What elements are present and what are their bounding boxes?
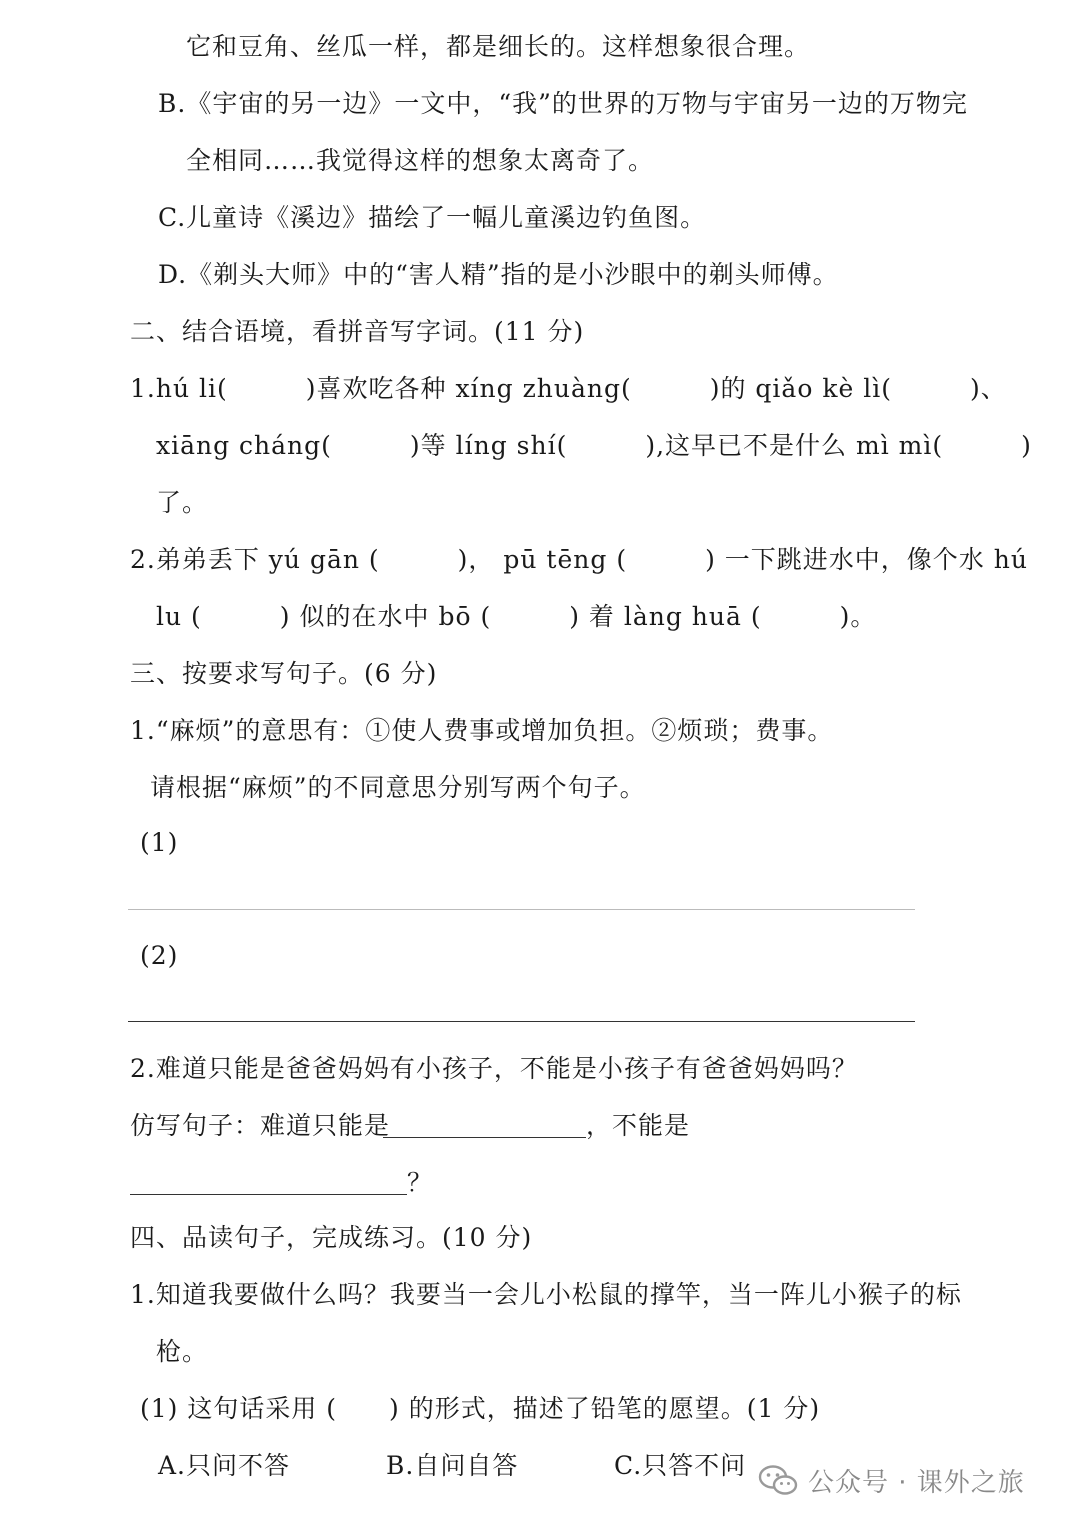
question-2-1: 1.hú li( )喜欢吃各种 xíng zhuàng( )的 qiǎo kè lì( )、 xyxy=(130,374,1007,403)
question-2-1-line-2: xiāng cháng( )等 líng shí( ),这早已不是什么 mì mì( ) xyxy=(156,431,1032,460)
question-2-1-line-3: 了。 xyxy=(156,488,209,517)
section-3-heading: 三、按要求写句子。(6 分) xyxy=(130,659,438,688)
section-2-heading: 二、结合语境，看拼音写字词。(11 分) xyxy=(130,317,585,346)
imitate-prompt: 仿写句子：难道只能是 xyxy=(130,1111,391,1140)
imitate-middle: ，不能是 xyxy=(586,1111,691,1140)
choice-b[interactable]: B.自问自答 xyxy=(386,1451,519,1480)
option-c: C.儿童诗《溪边》描绘了一幅儿童溪边钓鱼图。 xyxy=(158,203,707,232)
answer-line-1[interactable] xyxy=(128,909,915,910)
option-a-continuation: 它和豆角、丝瓜一样，都是细长的。这样想象很合理。 xyxy=(186,32,811,61)
watermark-text: 公众号 · 课外之旅 xyxy=(808,1467,1025,1498)
option-d: D.《剃头大师》中的“害人精”指的是小沙眼中的剃头师傅。 xyxy=(158,260,839,289)
question-4-1-line-2: 枪。 xyxy=(156,1337,209,1366)
answer-line-2[interactable] xyxy=(128,1021,915,1022)
imitate-end-mark: ？ xyxy=(407,1168,434,1197)
option-b: B.《宇宙的另一边》一文中，“我”的世界的万物与宇宙另一边的万物完 xyxy=(158,89,968,118)
imitate-blank-1[interactable] xyxy=(383,1137,586,1138)
choice-a[interactable]: A.只问不答 xyxy=(158,1451,291,1480)
choice-c[interactable]: C.只答不问 xyxy=(614,1451,747,1480)
answer-label-1: (1) xyxy=(140,828,179,857)
answer-label-2: (2) xyxy=(140,941,179,970)
imitate-blank-2[interactable] xyxy=(130,1194,407,1195)
wechat-icon xyxy=(758,1464,798,1496)
watermark xyxy=(758,1458,1025,1502)
question-4-1: 1.知道我要做什么吗？我要当一会儿小松鼠的撑竿，当一阵儿小猴子的标 xyxy=(130,1280,962,1309)
question-3-1-instruction: 请根据“麻烦”的不同意思分别写两个句子。 xyxy=(150,773,646,802)
question-3-1: 1.“麻烦”的意思有：①使人费事或增加负担。②烦琐；费事。 xyxy=(130,716,834,745)
question-3-2: 2.难道只能是爸爸妈妈有小孩子，不能是小孩子有爸爸妈妈吗？ xyxy=(130,1054,858,1083)
question-2-2: 2.弟弟丢下 yú gān ( )， pū tēng ( ) 一下跳进水中，像个水 hú xyxy=(130,545,1028,574)
question-2-2-line-2: lu ( ) 似的在水中 bō ( ) 着 làng huā ( )。 xyxy=(156,602,877,631)
section-4-heading: 四、品读句子，完成练习。(10 分) xyxy=(130,1223,533,1252)
option-b-continuation: 全相同……我觉得这样的想象太离奇了。 xyxy=(186,146,655,175)
sub-question-4-1-1: (1) 这句话采用 ( ) 的形式，描述了铅笔的愿望。(1 分) xyxy=(140,1394,821,1423)
